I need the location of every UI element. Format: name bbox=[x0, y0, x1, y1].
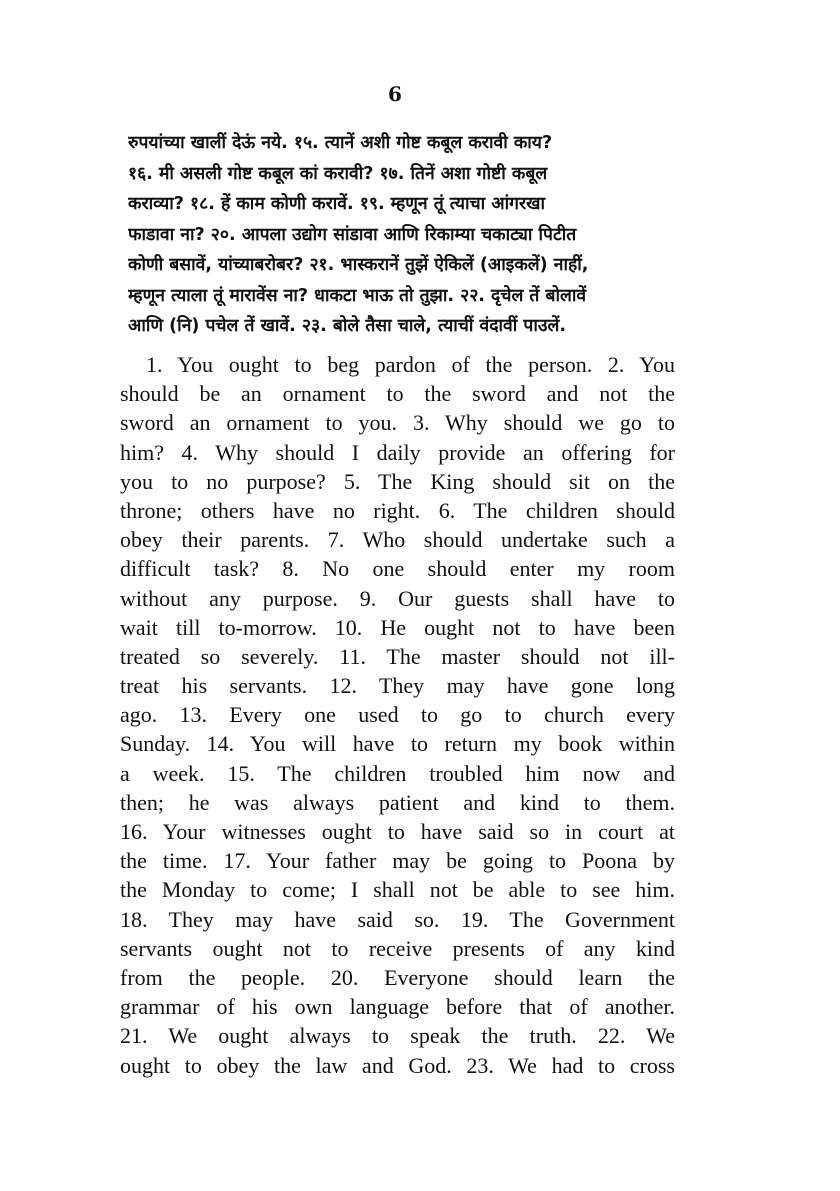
english-line: the time. 17. Your father may be going to Poona by bbox=[120, 848, 675, 874]
marathi-line: कोणी बसावें, यांच्याबरोबर? २१. भास्करानें तुझें ऐकिलें (आइकलें) नाहीं, bbox=[128, 255, 589, 275]
english-line: you to no purpose? 5. The King should sit on the bbox=[120, 468, 675, 494]
english-line: Sunday. 14. You will have to return my book within bbox=[120, 731, 675, 757]
english-line: 16. Your witnesses ought to have said so in court at bbox=[120, 819, 675, 844]
english-line: from the people. 20. Everyone should learn the bbox=[120, 964, 675, 990]
marathi-line: रुपयांच्या खालीं देऊं नये. १५. त्यानें अशी गोष्ट कबूल करावी काय? bbox=[128, 133, 553, 153]
english-line: 1. You ought to beg pardon of the person. 2. You bbox=[146, 352, 675, 377]
marathi-line: १६. मी असली गोष्ट कबूल कां करावी? १७. तिनें अशा गोष्टी कबूल bbox=[128, 163, 548, 184]
english-line: the Monday to come; I shall not be able to see him. bbox=[120, 877, 675, 903]
english-line: throne; others have no right. 6. The children should bbox=[120, 497, 675, 523]
english-line: 18. They may have said so. 19. The Government bbox=[120, 906, 675, 932]
english-line: then; he was always patient and kind to them. bbox=[120, 789, 675, 815]
english-line: obey their parents. 7. Who should undertake such a bbox=[120, 527, 675, 553]
english-line: sword an ornament to you. 3. Why should we go to bbox=[120, 410, 675, 436]
marathi-line: फाडावा ना? २०. आपला उद्योग सांडावा आणि रिकाम्या चकाट्या पिटीत bbox=[128, 224, 577, 245]
marathi-line: कराव्या? १८. हें काम कोणी करावें. १९. म्हणून तूं त्याचा आंगरखा bbox=[128, 194, 546, 214]
marathi-exercise-text bbox=[128, 128, 676, 342]
english-line: servants ought not to receive presents of any kind bbox=[120, 935, 675, 961]
marathi-line: आणि (नि) पचेल तें खावें. २३. बोले तैसा चाले, त्याचीं वंदावीं पाउलें. bbox=[128, 316, 566, 336]
english-line: treat his servants. 12. They may have gone long bbox=[120, 673, 675, 699]
marathi-line: म्हणून त्याला तूं मारावेंस ना? धाकटा भाऊ तो तुझा. २२. दृचेल तें बोलावें bbox=[128, 285, 587, 306]
english-line: a week. 15. The children troubled him now and bbox=[120, 760, 675, 786]
english-line: difficult task? 8. No one should enter my room bbox=[120, 556, 675, 582]
page-number: 6 bbox=[388, 82, 402, 106]
english-line: should be an ornament to the sword and not the bbox=[120, 381, 675, 407]
english-line: wait till to-morrow. 10. He ought not to have been bbox=[120, 614, 675, 640]
english-line: 21. We ought always to speak the truth. 22. We bbox=[120, 1023, 675, 1049]
english-line: treated so severely. 11. The master should not ill- bbox=[120, 643, 675, 669]
english-line: grammar of his own language before that of another. bbox=[120, 994, 675, 1020]
english-exercise-text bbox=[120, 350, 675, 1080]
english-line: him? 4. Why should I daily provide an offering for bbox=[120, 439, 675, 465]
english-line: ought to obey the law and God. 23. We had to cross bbox=[120, 1052, 675, 1078]
english-line: ago. 13. Every one used to go to church every bbox=[120, 702, 675, 728]
english-line: without any purpose. 9. Our guests shall have to bbox=[120, 585, 675, 611]
